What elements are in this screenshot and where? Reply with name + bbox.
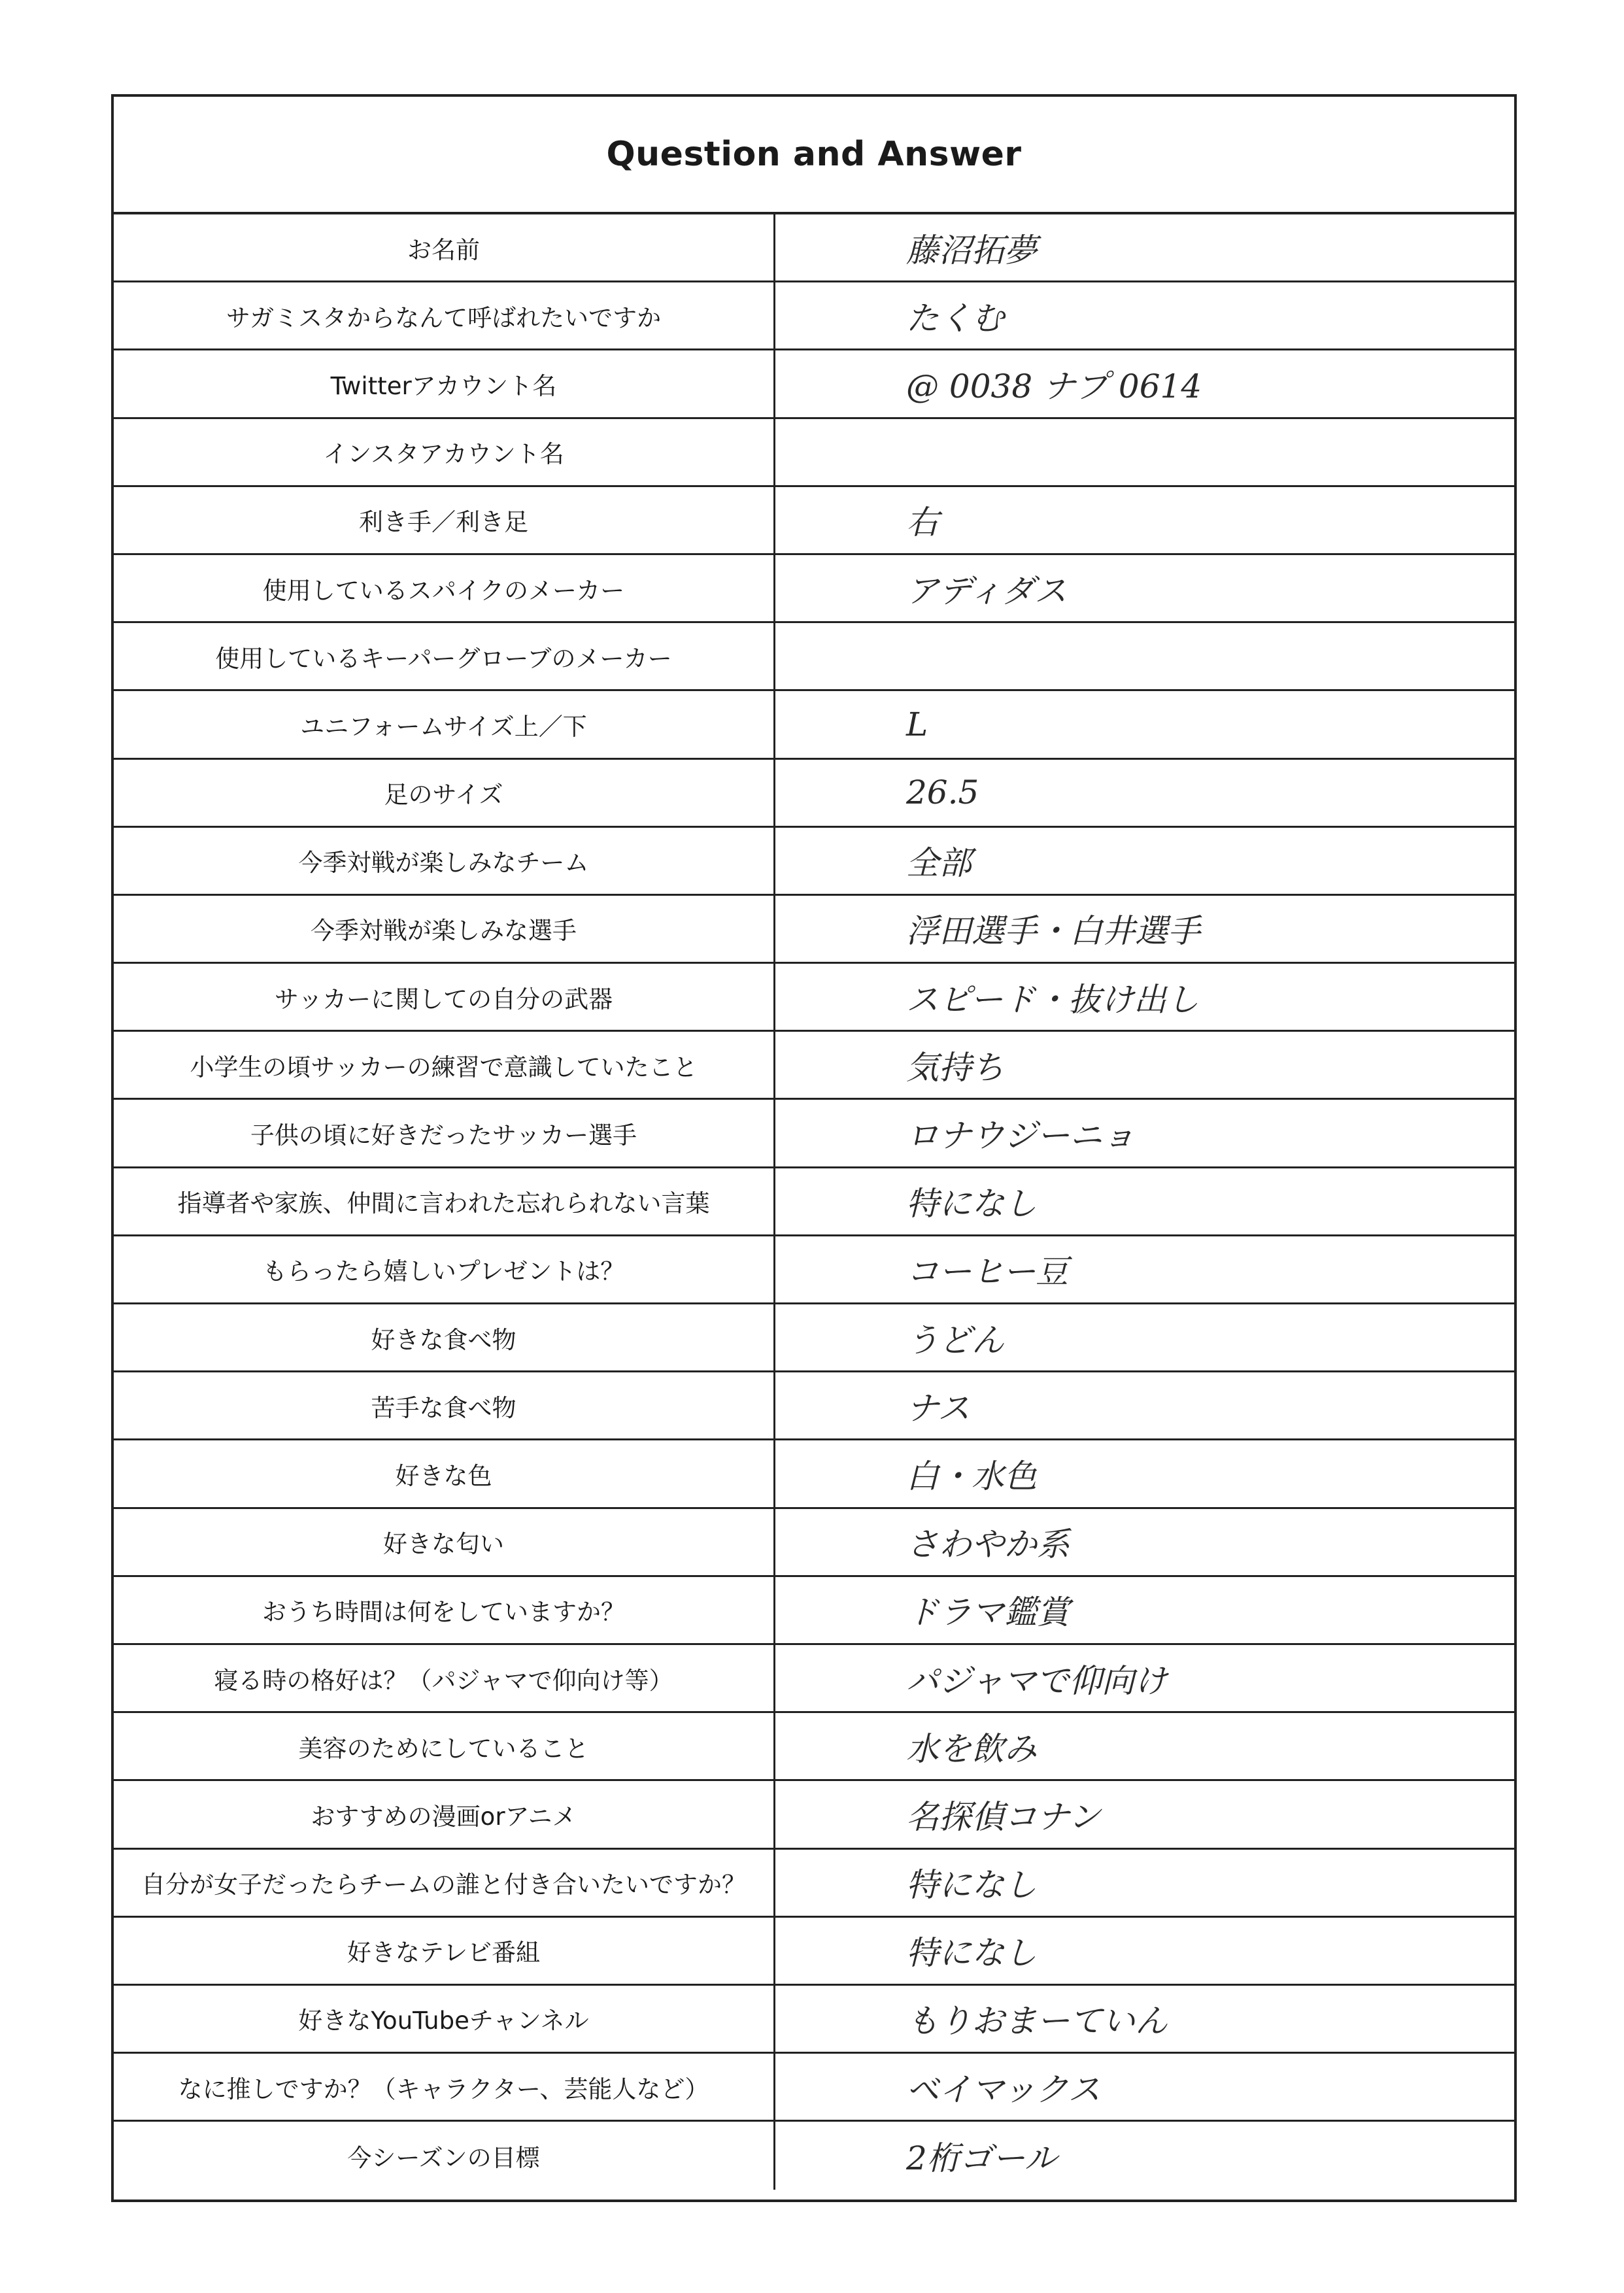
answer-cell: 気持ち (906, 1048, 1004, 1087)
answer-cell (775, 623, 1514, 689)
table-row (114, 2122, 1514, 2190)
table-row (114, 419, 1514, 487)
question-cell: Twitterアカウント名 (114, 350, 775, 416)
answer-cell: 藤沼拓夢 (906, 231, 1037, 269)
table-row (114, 1781, 1514, 1849)
question-cell: ユニフォームサイズ上／下 (114, 691, 775, 757)
table-row (114, 2054, 1514, 2122)
question-cell: もらったら嬉しいプレゼントは？ (114, 1236, 775, 1302)
question-cell: おうち時間は何をしていますか？ (114, 1577, 775, 1643)
question-cell: 好きな色 (114, 1440, 775, 1506)
table-row (114, 1236, 1514, 1304)
question-cell: 小学生の頃サッカーの練習で意識していたこと (114, 1032, 775, 1098)
table-row (114, 1713, 1514, 1781)
answer-cell: コーヒー豆 (906, 1253, 1068, 1291)
answer-cell: スピード・抜け出し (906, 980, 1199, 1019)
answer-cell: @ 0038 ナプ 0614 (906, 367, 1202, 405)
answer-cell: 特になし (906, 1866, 1037, 1905)
table-row (114, 1304, 1514, 1372)
question-cell: 利き手／利き足 (114, 487, 775, 553)
answer-cell: ベイマックス (906, 2070, 1101, 2109)
answer-cell: ロナウジーニョ (906, 1117, 1135, 1155)
answer-cell: うどん (906, 1321, 1004, 1359)
question-cell: なに推しですか？（キャラクター、芸能人など） (114, 2054, 775, 2120)
answer-cell: たくむ (906, 299, 1004, 337)
answer-cell: 特になし (906, 1185, 1037, 1223)
table-row (114, 1032, 1514, 1100)
question-cell: 好きなテレビ番組 (114, 1918, 775, 1984)
question-cell: 足のサイズ (114, 760, 775, 826)
question-cell: 好きなYouTubeチャンネル (114, 1986, 775, 2052)
question-cell: サガミスタからなんて呼ばれたいですか (114, 282, 775, 348)
answer-cell (775, 419, 1514, 485)
question-cell: 好きな食べ物 (114, 1304, 775, 1370)
question-cell: 美容のためにしていること (114, 1713, 775, 1779)
answer-cell: 2桁ゴール (906, 2139, 1057, 2178)
answer-cell: ナス (906, 1389, 970, 1427)
question-cell: 自分が女子だったらチームの誰と付き合いたいですか？ (114, 1850, 775, 1916)
table-row (114, 1168, 1514, 1236)
answer-cell: もりおまーていん (906, 2002, 1168, 2041)
table-row (114, 350, 1514, 418)
question-cell: 指導者や家族、仲間に言われた忘れられない言葉 (114, 1168, 775, 1234)
question-cell: 今シーズンの目標 (114, 2122, 775, 2190)
table-row (114, 1100, 1514, 1168)
table-row (114, 760, 1514, 828)
answer-cell: ドラマ鑑賞 (906, 1593, 1070, 1632)
answer-cell: 名探偵コナン (906, 1797, 1101, 1836)
table-row (114, 828, 1514, 896)
table-row (114, 1509, 1514, 1577)
question-cell: お名前 (114, 214, 775, 280)
table-row (114, 1645, 1514, 1713)
table-row (114, 214, 1514, 282)
table-row (114, 896, 1514, 964)
question-cell: 子供の頃に好きだったサッカー選手 (114, 1100, 775, 1166)
question-cell: 使用しているキーパーグローブのメーカー (114, 623, 775, 689)
question-cell: 寝る時の格好は？（パジャマで仰向け等） (114, 1645, 775, 1711)
table-row (114, 487, 1514, 555)
table-row (114, 282, 1514, 350)
question-cell: サッカーに関しての自分の武器 (114, 964, 775, 1030)
question-cell: 今季対戦が楽しみな選手 (114, 896, 775, 962)
answer-cell: 全部 (906, 844, 972, 883)
answer-cell: 浮田選手・白井選手 (906, 912, 1200, 951)
table-row (114, 1850, 1514, 1918)
table-row (114, 1986, 1514, 2054)
question-cell: インスタアカウント名 (114, 419, 775, 485)
answer-cell: さわやか系 (906, 1525, 1070, 1564)
table-row (114, 691, 1514, 759)
table-row (114, 555, 1514, 623)
question-cell: 好きな匂い (114, 1509, 775, 1575)
answer-cell: 26.5 (906, 773, 979, 812)
question-cell: おすすめの漫画orアニメ (114, 1781, 775, 1847)
table-row (114, 1918, 1514, 1986)
qa-table (114, 214, 1514, 2190)
answer-cell: パジャマで仰向け (906, 1661, 1167, 1700)
answer-cell: 右 (906, 503, 939, 542)
question-cell: 今季対戦が楽しみなチーム (114, 828, 775, 894)
title-row (114, 97, 1514, 214)
answer-cell: 特になし (906, 1934, 1037, 1973)
page-title: Question and Answer (606, 135, 1022, 174)
table-row (114, 1372, 1514, 1440)
answer-cell: アディダス (906, 571, 1067, 610)
answer-cell: 水を飲み (906, 1729, 1037, 1768)
table-row (114, 1577, 1514, 1645)
table-row (114, 1440, 1514, 1508)
answer-cell: 白・水色 (906, 1457, 1037, 1495)
qa-sheet (111, 94, 1517, 2202)
table-row (114, 964, 1514, 1032)
question-cell: 苦手な食べ物 (114, 1372, 775, 1438)
question-cell: 使用しているスパイクのメーカー (114, 555, 775, 621)
table-row (114, 623, 1514, 691)
answer-cell: L (906, 705, 928, 743)
